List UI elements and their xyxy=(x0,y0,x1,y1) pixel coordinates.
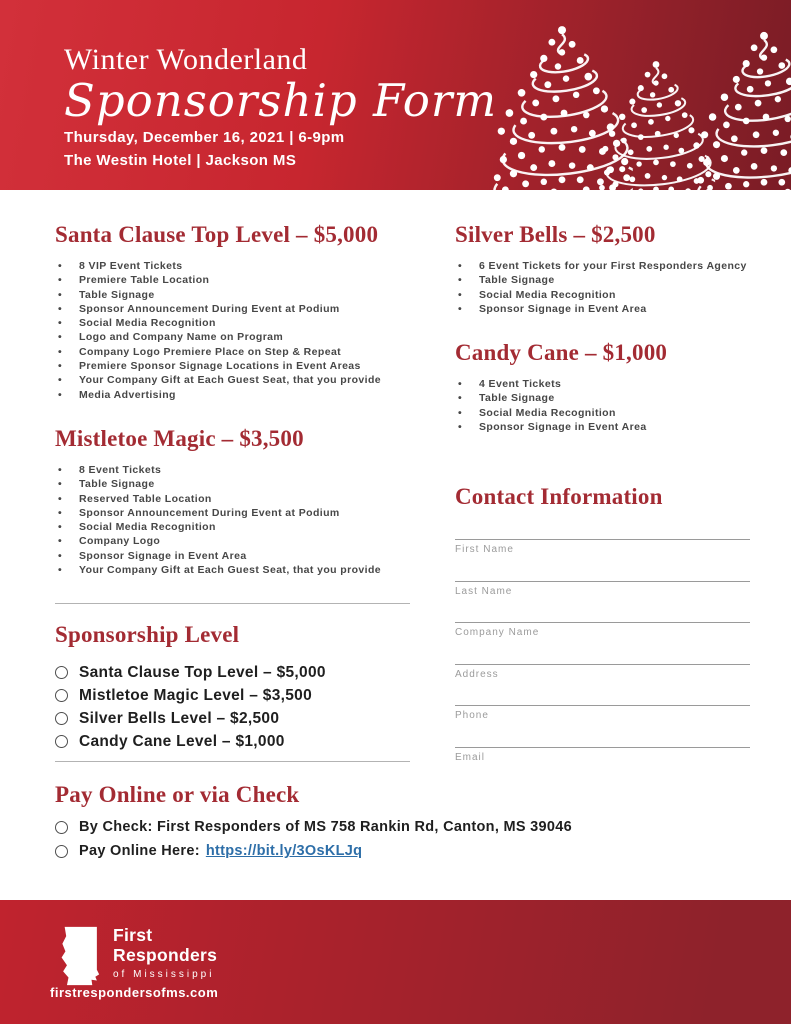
benefit-item: • Sponsor Announcement During Event at Podium xyxy=(55,506,410,520)
benefit-item: • Social Media Recognition xyxy=(455,288,750,302)
benefit-item: • Table Signage xyxy=(455,391,750,405)
first-responders-logo xyxy=(57,924,217,988)
tier-benefits-list xyxy=(55,463,410,577)
sponsorship-option[interactable] xyxy=(55,661,410,684)
benefit-item: • Table Signage xyxy=(55,288,410,302)
sponsorship-option[interactable] xyxy=(55,730,410,753)
radio-button[interactable] xyxy=(55,845,68,858)
section-divider xyxy=(55,603,410,604)
tier-heading-candy-cane: Candy Cane – $1,000 xyxy=(455,340,668,366)
tier-benefits-list xyxy=(55,259,410,402)
benefit-item: • Media Advertising xyxy=(55,388,410,402)
contact-input-field[interactable] xyxy=(455,539,750,581)
contact-input-field[interactable] xyxy=(455,622,750,664)
tier-heading-silver-bells: Silver Bells – $2,500 xyxy=(455,222,656,247)
benefit-item: • Your Company Gift at Each Guest Seat, that you provide xyxy=(55,373,410,387)
logo-line-of-mississippi: of Mississippi xyxy=(113,969,215,981)
section-divider xyxy=(55,761,410,762)
contact-input-field[interactable] xyxy=(455,664,750,706)
radio-button[interactable] xyxy=(55,689,68,702)
event-date: Thursday, December 16, 2021 | 6-9pm xyxy=(64,128,345,146)
logo-line-responders: Responders xyxy=(113,944,218,965)
event-title: Winter Wonderland xyxy=(64,43,308,76)
benefit-item: • Table Signage xyxy=(455,273,750,287)
benefit-item: • 8 Event Tickets xyxy=(55,463,410,477)
field-label: Email xyxy=(455,751,486,763)
field-label: Last Name xyxy=(455,585,513,597)
benefit-item: • 4 Event Tickets xyxy=(455,377,750,391)
pay-by-check-label: By Check: First Responders of MS 758 Rankin Rd, Canton, MS 39046 xyxy=(79,819,572,835)
tier-benefits-list xyxy=(455,377,750,434)
header-banner xyxy=(0,0,791,190)
tier-heading-santa-clause: Santa Clause Top Level – $5,000 xyxy=(55,222,379,247)
sponsorship-option-label: Candy Cane Level – $1,000 xyxy=(79,732,285,750)
payment-section xyxy=(55,782,755,863)
benefit-item: • Logo and Company Name on Program xyxy=(55,330,410,344)
radio-button[interactable] xyxy=(55,735,68,748)
benefit-item: • Company Logo Premiere Place on Step & Repeat xyxy=(55,345,410,359)
tier-benefits-list xyxy=(455,259,750,316)
sponsorship-level-options xyxy=(55,661,410,753)
right-column xyxy=(455,222,750,788)
benefit-item: • Premiere Table Location xyxy=(55,273,410,287)
benefit-item: • 6 Event Tickets for your First Responders Agency xyxy=(455,259,750,273)
benefit-item: • Sponsor Announcement During Event at Podium xyxy=(55,302,410,316)
benefit-item: • Social Media Recognition xyxy=(55,316,410,330)
radio-button[interactable] xyxy=(55,666,68,679)
radio-button[interactable] xyxy=(55,712,68,725)
benefit-item: • Sponsor Signage in Event Area xyxy=(55,549,410,563)
benefit-item: • Premiere Sponsor Signage Locations in Event Areas xyxy=(55,359,410,373)
sponsorship-level-heading: Sponsorship Level xyxy=(55,622,240,648)
benefit-item: • 8 VIP Event Tickets xyxy=(55,259,410,273)
field-label: Address xyxy=(455,668,499,680)
contact-fields xyxy=(455,539,750,788)
benefit-item: • Table Signage xyxy=(55,477,410,491)
field-label: First Name xyxy=(455,544,514,556)
radio-button[interactable] xyxy=(55,821,68,834)
field-label: Company Name xyxy=(455,627,540,639)
mississippi-state-icon xyxy=(57,924,103,988)
benefit-item: • Your Company Gift at Each Guest Seat, that you provide xyxy=(55,563,410,577)
sponsorship-option-label: Silver Bells Level – $2,500 xyxy=(79,709,280,727)
contact-information-heading: Contact Information xyxy=(455,484,663,510)
christmas-tree-icon xyxy=(688,26,791,190)
contact-input-field[interactable] xyxy=(455,705,750,747)
tier-heading-mistletoe-magic: Mistletoe Magic – $3,500 xyxy=(55,425,304,451)
sponsorship-option-label: Mistletoe Magic Level – $3,500 xyxy=(79,686,312,704)
benefit-item: • Sponsor Signage in Event Area xyxy=(455,420,750,434)
sponsorship-option[interactable] xyxy=(55,707,410,730)
pay-online-option[interactable] xyxy=(55,839,755,863)
benefit-item: • Sponsor Signage in Event Area xyxy=(455,302,750,316)
benefit-item: • Social Media Recognition xyxy=(55,520,410,534)
pay-online-link[interactable]: https://bit.ly/3OsKLJq xyxy=(205,843,363,859)
form-title: Sponsorship Form xyxy=(64,73,498,127)
pay-by-check-option[interactable] xyxy=(55,815,755,839)
contact-input-field[interactable] xyxy=(455,581,750,623)
benefit-item: • Social Media Recognition xyxy=(455,406,750,420)
footer-banner xyxy=(0,900,791,1024)
benefit-item: • Company Logo xyxy=(55,534,410,548)
sponsorship-option[interactable] xyxy=(55,684,410,707)
event-venue: The Westin Hotel | Jackson MS xyxy=(64,151,297,169)
sponsorship-option-label: Santa Clause Top Level – $5,000 xyxy=(79,663,326,681)
left-column xyxy=(55,222,410,762)
benefit-item: • Reserved Table Location xyxy=(55,492,410,506)
field-label: Phone xyxy=(455,710,489,722)
payment-heading: Pay Online or via Check xyxy=(55,782,300,807)
pay-online-label: Pay Online Here: xyxy=(79,843,200,859)
footer-website[interactable]: firstrespondersofms.com xyxy=(50,985,219,1000)
logo-line-first: First xyxy=(113,925,153,945)
